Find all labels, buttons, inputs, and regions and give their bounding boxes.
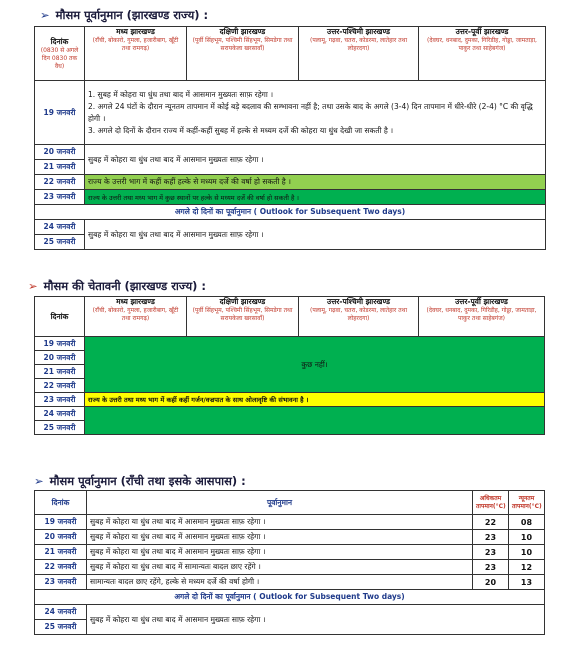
max-temp-cell: 23 <box>473 530 509 545</box>
date-cell: 20 जनवरी <box>35 530 87 545</box>
forecast-text-cell: राज्य के उत्तरी तथा मध्य भाग में कुछ स्थानों पर हल्के से मध्यम दर्जे की वर्षा हो सकती है । <box>85 190 546 205</box>
min-temp-cell: 10 <box>509 545 545 560</box>
region-header: दक्षिणी झारखण्ड (पूर्वी सिंहभूम, पश्चिमी सिंहभूम, सिमडेगा तथा सरायकेला खरसावाँ) <box>187 297 299 337</box>
date-cell: 24 जनवरी <box>35 407 85 421</box>
date-cell: 20 जनवरी <box>35 145 85 160</box>
forecast-text-cell: सुबह में कोहरा या धुंध तथा बाद में आसमान मुख्यतः साफ़ रहेगा । <box>87 515 473 530</box>
date-cell: 23 जनवरी <box>35 190 85 205</box>
forecast-text-cell: सुबह में कोहरा या धुंध तथा बाद में आसमान मुख्यतः साफ़ रहेगा । <box>85 145 546 175</box>
date-header-cell: दिनांक <box>35 297 85 337</box>
date-cell: 21 जनवरी <box>35 160 85 175</box>
section3-title: ➢ मौसम पूर्वानुमान (राँची तथा इसके आसपास) : <box>34 474 246 488</box>
region-header: उत्तर-पूर्वी झारखण्ड (देवघर, धनबाद, दुमका, गिरिडीह, गोड्डा, जामताड़ा, पाकुर तथा साहेबगंज) <box>419 297 545 337</box>
min-temp-header: न्यूनतम तापमान(°C) <box>509 491 545 515</box>
date-cell: 24 जनवरी <box>35 220 85 235</box>
warning-text-cell: राज्य के उत्तरी तथा मध्य भाग में कहीं कहीं गर्जन/वज्रपात के साथ ओलावृष्टि की संभावना है । <box>85 393 545 407</box>
max-temp-cell: 22 <box>473 515 509 530</box>
date-cell: 22 जनवरी <box>35 560 87 575</box>
max-temp-cell: 23 <box>473 545 509 560</box>
region-header: मध्य झारखण्ड (राँची, बोकारो, गुमला, हजारीबाग, खूँटी तथा रामगढ़) <box>85 297 187 337</box>
forecast-table-ranchi <box>34 490 545 635</box>
date-cell: 25 जनवरी <box>35 235 85 250</box>
region-header: उत्तर-पश्चिमी झारखण्ड (पलामू, गढ़वा, चतरा, कोडरमा, लातेहार तथा लोहरदगा) <box>299 297 419 337</box>
forecast-text-cell: सुबह में कोहरा या धुंध तथा बाद में आसमान मुख्यतः साफ़ रहेगा । <box>87 530 473 545</box>
region-header: उत्तर-पूर्वी झारखण्ड (देवघर, धनबाद, दुमका, गिरिडीह, गोड्डा, जामताड़ा, पाकुर तथा साहेबगंज) <box>419 27 546 81</box>
region-header: दक्षिणी झारखण्ड (पूर्वी सिंहभूम, पश्चिमी सिंहभूम, सिमडेगा तथा सरायकेला खरसावाँ) <box>187 27 299 81</box>
arrow-bullet-icon: ➢ <box>40 8 50 22</box>
date-cell: 19 जनवरी <box>35 515 87 530</box>
region-header: मध्य झारखण्ड (राँची, बोकारो, गुमला, हजारीबाग, खूँटी तथा रामगढ़) <box>85 27 187 81</box>
section2-title: ➢ मौसम की चेतावनी (झारखण्ड राज्य) : <box>28 279 207 293</box>
date-cell: 21 जनवरी <box>35 545 87 560</box>
arrow-bullet-icon: ➢ <box>34 474 44 488</box>
forecast-text-cell: सुबह में कोहरा या धुंध तथा बाद में सामान्यतः बादल छाए रहेंगे । <box>87 560 473 575</box>
min-temp-cell: 08 <box>509 515 545 530</box>
date-header-cell: दिनांक <box>35 491 87 515</box>
warning-nil-cell: कुछ नहीं। <box>85 337 545 393</box>
forecast-text-cell: 1. सुबह में कोहरा या धुंध तथा बाद में आसमान मुख्यतः साफ़ रहेगा । 2. अगले 24 घंटों के दौरान न्यूनतम तापमान में कोई बड़े बदलाव की सम्भावना नहीं है; तथा उसके बाद के अगले (3-4) दिन तापमान में धीरे-धीरे (2-4) °C की वृद्धि होगी । 3. अगले दो दिनों के दौरान राज्य में कहीं-कहीं सुबह में हल्के से मध्यम दर्जे की कोहरा या धुंध देखी जा सकती है । <box>85 81 546 145</box>
date-cell: 20 जनवरी <box>35 351 85 365</box>
date-header-cell: दिनांक (0830 से अगले दिन 0830 तक वैध) <box>35 27 85 81</box>
max-temp-cell: 20 <box>473 575 509 590</box>
forecast-text-cell: सुबह में कोहरा या धुंध तथा बाद में आसमान मुख्यतः साफ़ रहेगा । <box>85 220 546 250</box>
arrow-bullet-icon: ➢ <box>28 279 38 293</box>
forecast-table-state <box>34 26 546 250</box>
forecast-text-cell: सामान्यतः बादल छाए रहेंगे, हल्के से मध्यम दर्जे की वर्षा होगी । <box>87 575 473 590</box>
forecast-text-cell: राज्य के उत्तरी भाग में कहीं कहीं हल्के से मध्यम दर्जे की वर्षा हो सकती है । <box>85 175 546 190</box>
date-cell: 23 जनवरी <box>35 575 87 590</box>
date-cell: 22 जनवरी <box>35 379 85 393</box>
max-temp-header: अधिकतम तापमान(°C) <box>473 491 509 515</box>
warning-empty-cell <box>85 407 545 435</box>
forecast-text-cell: सुबह में कोहरा या धुंध तथा बाद में आसमान मुख्यतः साफ़ रहेगा । <box>87 545 473 560</box>
forecast-text-cell: सुबह में कोहरा या धुंध तथा बाद में आसमान मुख्यतः साफ़ रहेगा । <box>87 605 545 635</box>
date-cell: 24 जनवरी <box>35 605 87 620</box>
date-cell: 23 जनवरी <box>35 393 85 407</box>
date-cell: 25 जनवरी <box>35 421 85 435</box>
warning-table-state <box>34 296 545 435</box>
date-cell: 19 जनवरी <box>35 81 85 145</box>
max-temp-cell: 23 <box>473 560 509 575</box>
date-cell: 22 जनवरी <box>35 175 85 190</box>
region-header: उत्तर-पश्चिमी झारखण्ड (पलामू, गढ़वा, चतरा, कोडरमा, लातेहार तथा लोहरदगा) <box>299 27 419 81</box>
date-cell: 19 जनवरी <box>35 337 85 351</box>
date-cell: 25 जनवरी <box>35 620 87 635</box>
date-cell: 21 जनवरी <box>35 365 85 379</box>
forecast-header-cell: पूर्वानुमान <box>87 491 473 515</box>
outlook-heading: अगले दो दिनों का पूर्वानुमान ( Outlook for Subsequent Two days) <box>35 590 545 605</box>
outlook-heading: अगले दो दिनों का पूर्वानुमान ( Outlook for Subsequent Two days) <box>35 205 546 220</box>
section1-title: ➢ मौसम पूर्वानुमान (झारखण्ड राज्य) : <box>40 8 209 22</box>
min-temp-cell: 12 <box>509 560 545 575</box>
min-temp-cell: 13 <box>509 575 545 590</box>
min-temp-cell: 10 <box>509 530 545 545</box>
